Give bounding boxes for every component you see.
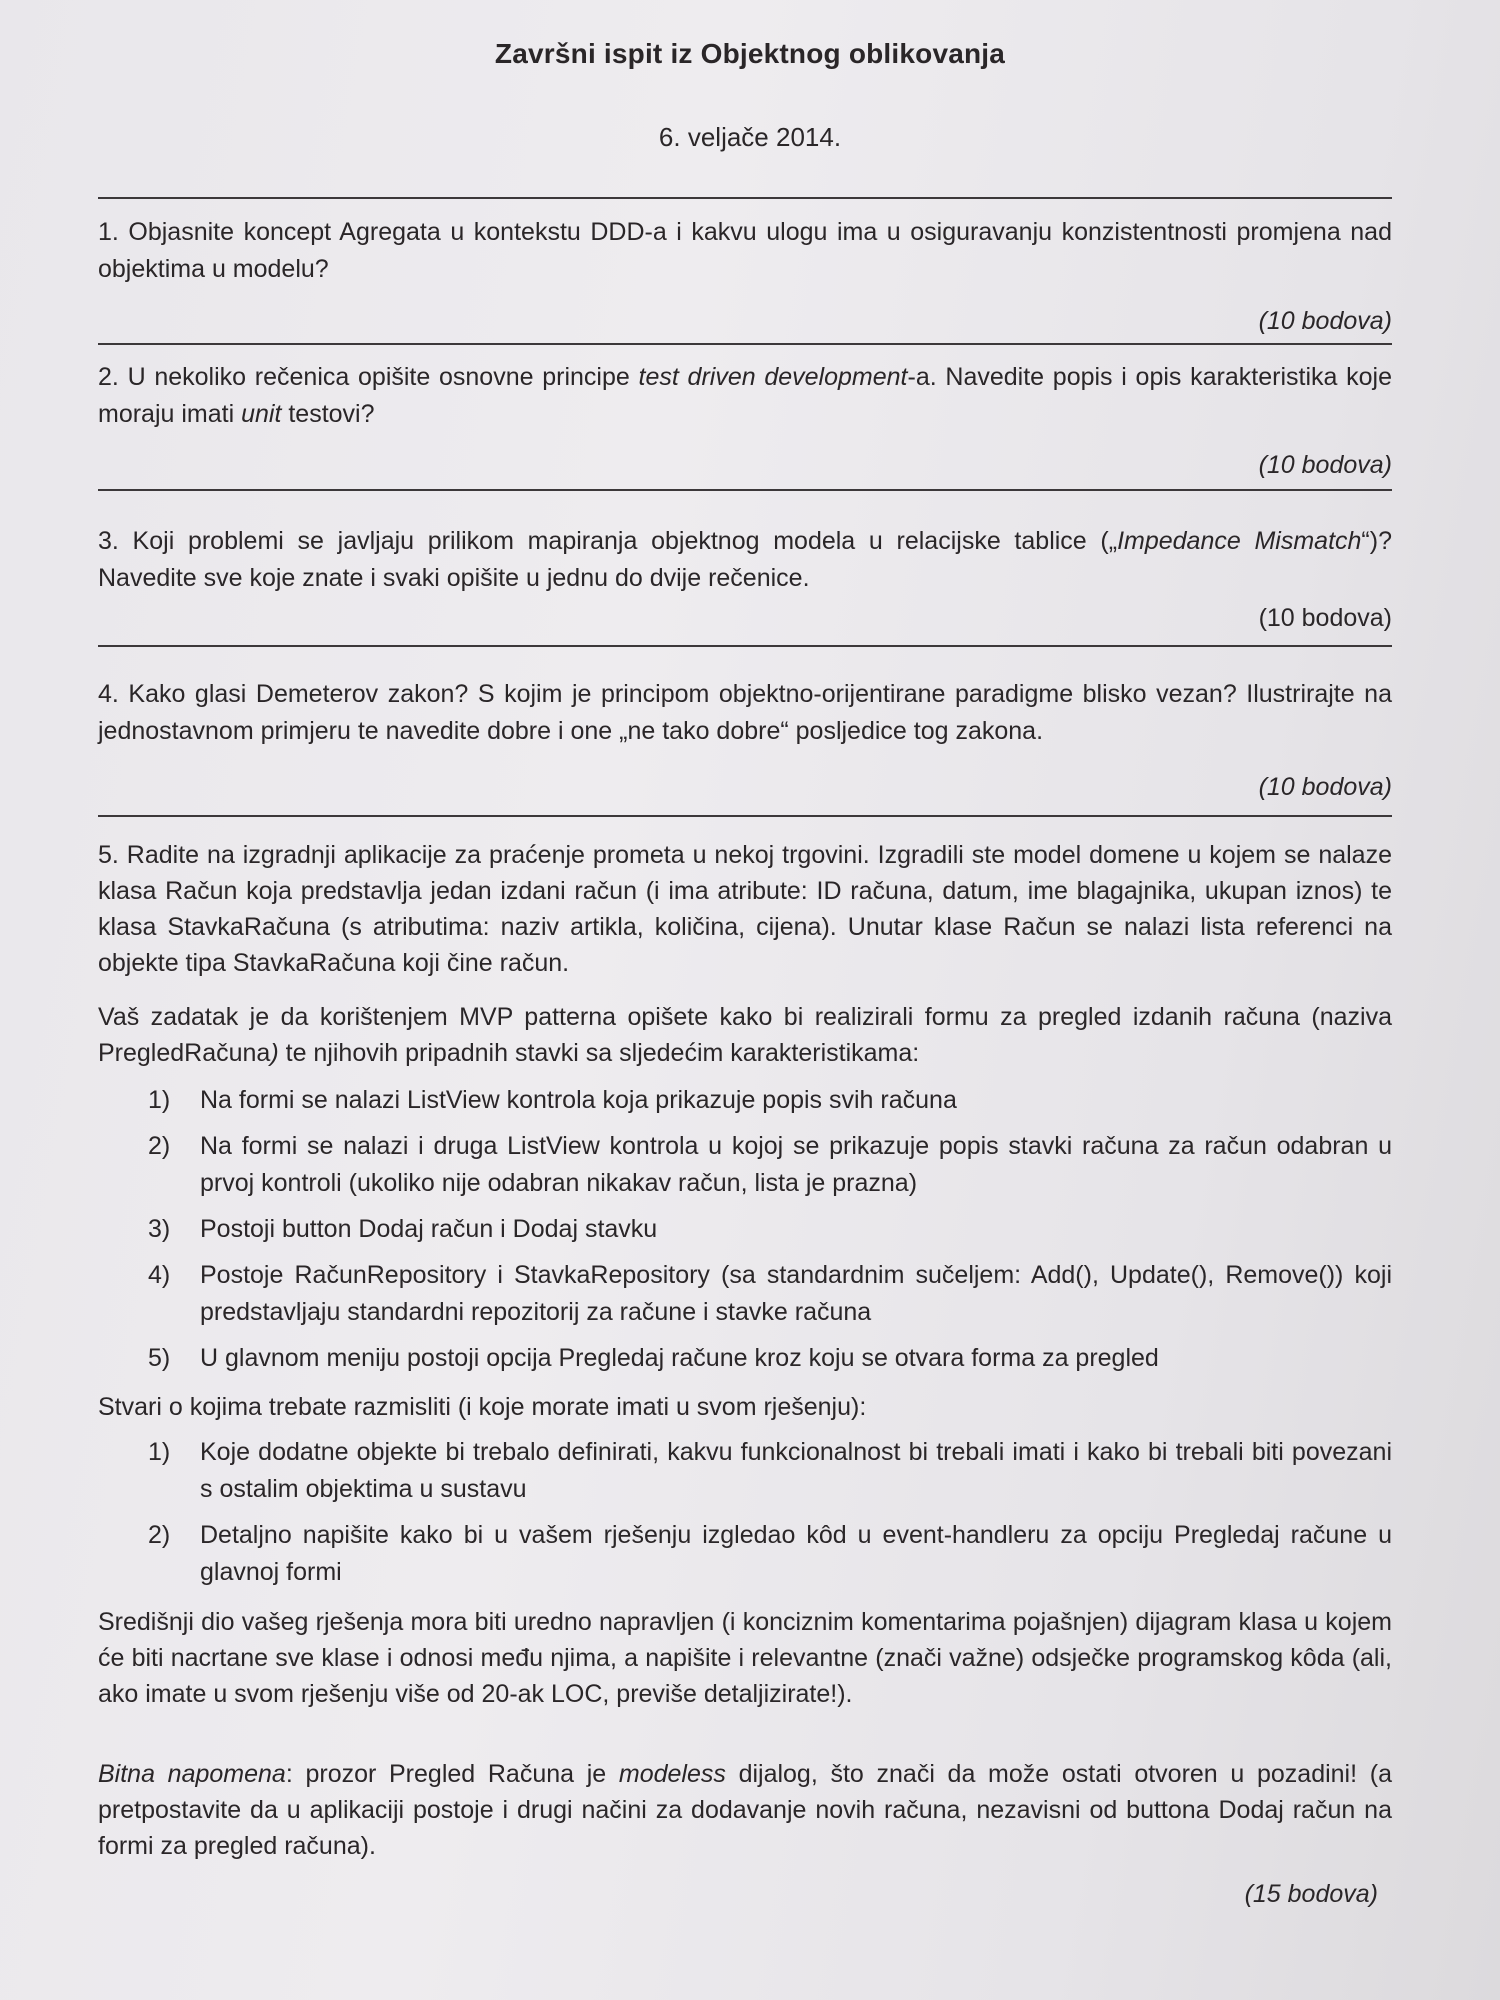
question-2-points: (10 bodova)	[1258, 451, 1392, 479]
feature-list	[148, 1082, 1392, 1386]
question-4: 4. Kako glasi Demeterov zakon? S kojim je principom objektno-orijentirane paradigme blisko vezan? Ilustrirajte na jednostavnom primjeru te navedite dobre i one „ne tako dobre“ posljedice tog zakona.	[98, 680, 1392, 745]
list-item: 2) Detaljno napišite kako bi u vašem rješenju izgledao kôd u event-handleru za opciju Pregledaj račune u glavnoj formi	[148, 1521, 1392, 1586]
list-item: 3) Postoji button Dodaj račun i Dodaj stavku	[148, 1215, 658, 1243]
divider	[98, 489, 1392, 491]
list-item: 1) Koje dodatne objekte bi trebalo definirati, kakvu funkcionalnost bi trebali imati i kako bi trebali biti povezani s ostalim objektima u sustavu	[148, 1438, 1392, 1503]
divider	[98, 197, 1392, 199]
solution-requirements: Središnji dio vašeg rješenja mora biti uredno napravljen (i konciznim komentarima pojašnjen) dijagram klasa u kojem će biti nacrtane sve klase i odnosi među njima, a napišite i relevantne (znači važne) odsječke programskog kôda (ali, ako imate u svom rješenju više od 20-ak LOC, previše detaljizirate!).	[98, 1608, 1392, 1708]
considerations-list	[148, 1434, 1392, 1600]
exam-date: 6. veljače 2014.	[658, 122, 842, 152]
list-item: 1) Na formi se nalazi ListView kontrola koja prikazuje popis svih računa	[148, 1086, 957, 1114]
list-item: 4) Postoje RačunRepository i StavkaRepository (sa standardnim sučeljem: Add(), Update(), Remove()) koji predstavljaju standardni repozitorij za račune i stavke računa	[148, 1261, 1392, 1326]
question-4-points: (10 bodova)	[1258, 773, 1392, 801]
divider	[98, 645, 1392, 647]
question-5-task: Vaš zadatak je da korištenjem MVP patterna opišete kako bi realizirali formu za pregled izdanih računa (naziva PregledRačuna) te njihovih pripadnih stavki sa sljedećim karakteristikama:	[98, 1003, 1392, 1067]
list-item: 5) U glavnom meniju postoji opcija Pregledaj račune kroz koju se otvara forma za pregled	[148, 1344, 1159, 1372]
considerations-heading: Stvari o kojima trebate razmisliti (i koje morate imati u svom rješenju):	[98, 1393, 867, 1421]
question-1: 1. Objasnite koncept Agregata u kontekstu DDD-a i kakvu ulogu ima u osiguravanju konzistentnosti promjena nad objektima u modelu?	[98, 218, 1392, 283]
question-2: 2. U nekoliko rečenica opišite osnovne principe test driven development-a. Navedite popis i opis karakteristika koje moraju imati unit testovi?	[98, 363, 1392, 428]
question-3-points: (10 bodova)	[1258, 604, 1392, 632]
divider	[98, 343, 1392, 345]
exam-title: Završni ispit iz Objektnog oblikovanja	[494, 38, 1006, 69]
question-3: 3. Koji problemi se javljaju prilikom mapiranja objektnog modela u relacijske tablice („Impedance Mismatch“)? Navedite sve koje znate i svaki opišite u jednu do dvije rečenice.	[98, 527, 1392, 592]
question-5-intro: 5. Radite na izgradnji aplikacije za praćenje prometa u nekoj trgovini. Izgradili ste model domene u kojem se nalaze klasa Račun koja predstavlja jedan izdani račun (i ima atribute: ID računa, datum, ime blagajnika, ukupan iznos) te klasa StavkaRačuna (s atributima: naziv artikla, količina, cijena). Unutar klase Račun se nalazi lista referenci na objekte tipa StavkaRačuna koji čine račun.	[98, 841, 1392, 977]
question-5-points: (15 bodova)	[1244, 1880, 1378, 1908]
divider	[98, 815, 1392, 817]
important-note: Bitna napomena: prozor Pregled Računa je modeless dijalog, što znači da može ostati otvoren u pozadini! (a pretpostavite da u aplikaciji postoje i drugi načini za dodavanje novih računa, nezavisni od buttona Dodaj račun na formi za pregled računa).	[98, 1760, 1392, 1860]
question-1-points: (10 bodova)	[1258, 307, 1392, 335]
list-item: 2) Na formi se nalazi i druga ListView kontrola u kojoj se prikazuje popis stavki računa za račun odabran u prvoj kontroli (ukoliko nije odabran nikakav račun, lista je prazna)	[148, 1132, 1392, 1197]
